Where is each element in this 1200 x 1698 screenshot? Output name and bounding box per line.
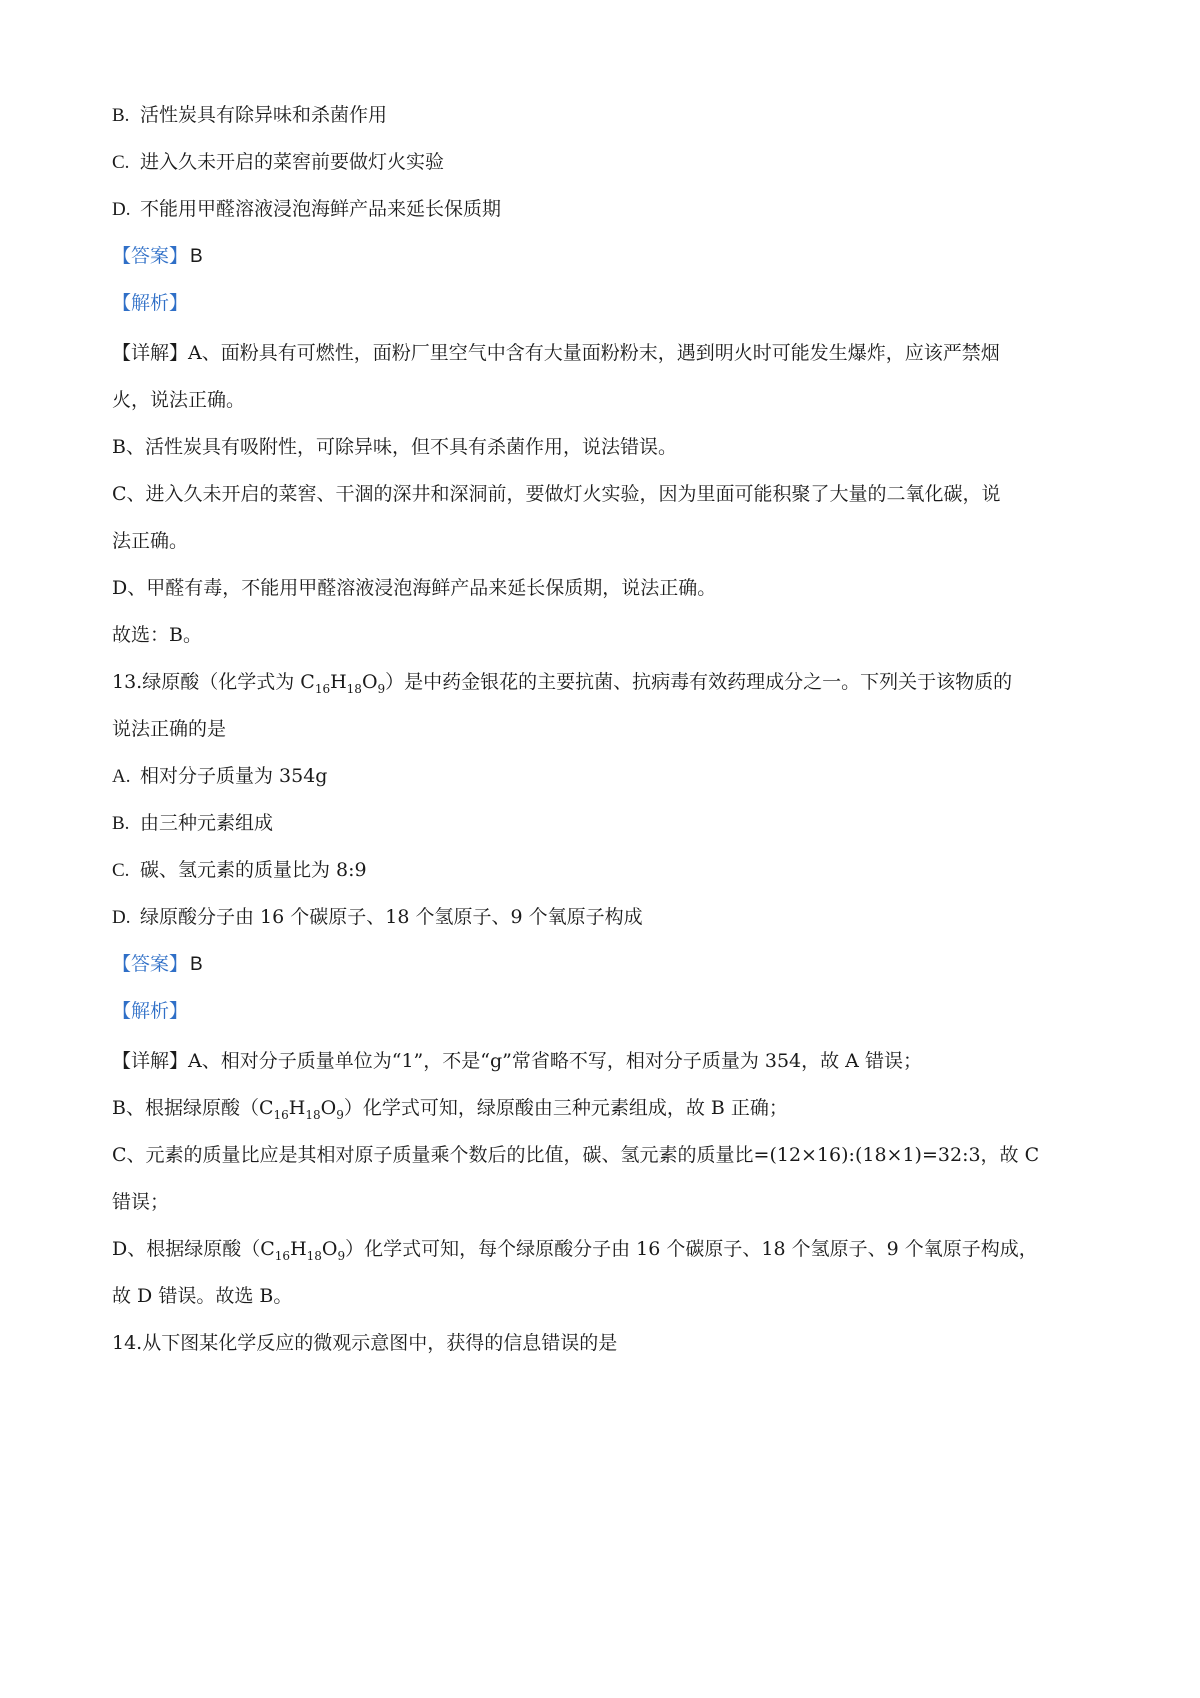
q12-detail-c-line2: 法正确。 — [112, 530, 189, 552]
q12-detail-b: B、活性炭具有吸附性，可除异味，但不具有杀菌作用，说法错误。 — [112, 436, 677, 458]
q13-detail-d-line1: D、根据绿原酸$(C_{16}H_{18}O_9)$化学式可知，每个绿原酸分子由 16 个碳原子、18 个氢原子、9 个氧原子构成， — [112, 1238, 1038, 1263]
q12-detail-c-line1: C、进入久未开启的菜窖、干涸的深井和深洞前，要做灯火实验，因为里面可能积聚了大量的二氧化碳，说 — [112, 483, 1001, 505]
q13-option-a: A. 相对分子质量为 354g — [112, 765, 328, 787]
q13-answer: 【答案】 B — [112, 953, 203, 975]
q12-detail-d: D、甲醛有毒，不能用甲醛溶液浸泡海鲜产品来延长保质期，说法正确。 — [112, 577, 717, 599]
q12-detail-a-line2: 火，说法正确。 — [112, 389, 246, 411]
q12-analysis-tag: 【解析】 — [112, 292, 189, 314]
q12-option-b: B. 活性炭具有除异味和杀菌作用 — [112, 104, 388, 126]
q13-option-b: B. 由三种元素组成 — [112, 812, 274, 834]
q14-stem: 14.从下图某化学反应的微观示意图中，获得的信息错误的是 — [112, 1332, 618, 1354]
q12-conclusion: 故选：B。 — [112, 624, 202, 646]
q12-option-d: D. 不能用甲醛溶液浸泡海鲜产品来延长保质期 — [112, 198, 502, 220]
q13-detail-b: B、根据绿原酸$(C_{16}H_{18}O_9)$化学式可知，绿原酸由三种元素组成，故 B 正确； — [112, 1097, 788, 1122]
q13-detail-c-line2: 错误； — [112, 1191, 170, 1213]
q12-detail-a-line1: 【详解】A、面粉具有可燃性，面粉厂里空气中含有大量面粉粉末，遇到明火时可能发生爆炸，应该严禁烟 — [112, 342, 1000, 364]
q13-stem-line1: 13.绿原酸（化学式为 $C_{16}H_{18}O_9$）是中药金银花的主要抗菌、抗病毒有效药理成分之一。下列关于该物质的 — [112, 671, 1013, 696]
q13-stem-line2: 说法正确的是 — [112, 718, 227, 740]
q13-detail-a: 【详解】A、相对分子质量单位为“1”，不是“g”常省略不写，相对分子质量为 354，故 A 错误； — [112, 1050, 922, 1072]
answer-tag: 【答案】 — [112, 245, 189, 267]
q13-detail-d-line2: 故 D 错误。故选 B。 — [112, 1285, 293, 1307]
q13-analysis-tag: 【解析】 — [112, 1000, 189, 1022]
q13-option-c: C. 碳、氢元素的质量比为 8:9 — [112, 859, 367, 881]
q12-option-c: C. 进入久未开启的菜窖前要做灯火实验 — [112, 151, 445, 173]
q12-answer: 【答案】 B — [112, 245, 203, 267]
q13-option-d: D. 绿原酸分子由 16 个碳原子、18 个氢原子、9 个氧原子构成 — [112, 906, 643, 928]
q13-detail-c-line1: C、元素的质量比应是其相对原子质量乘个数后的比值，碳、氢元素的质量比=(12×16):(18×1)=32:3，故 C — [112, 1144, 1040, 1166]
